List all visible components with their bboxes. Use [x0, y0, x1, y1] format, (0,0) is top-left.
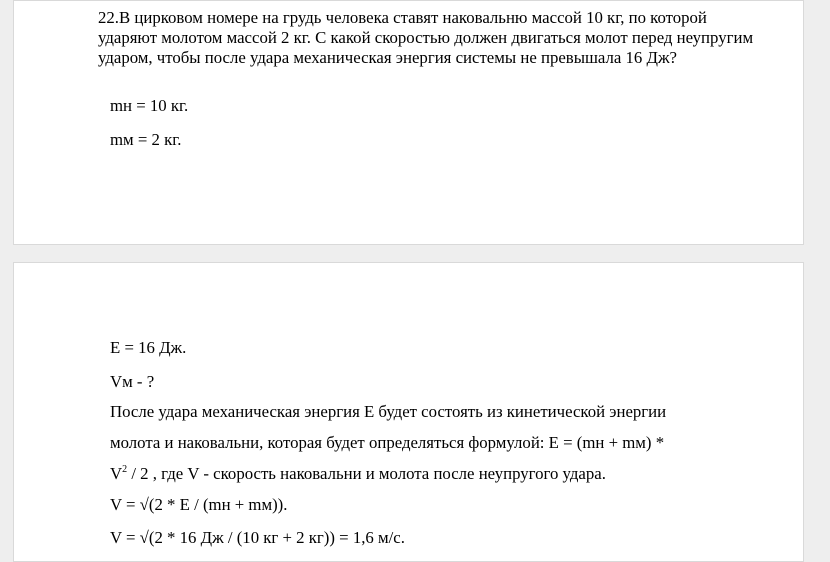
problem-statement: 22.В цирковом номере на грудь человека ставят наковальню массой 10 кг, по которой ударяют молотом массой 2 кг. С какой скоростью должен двигаться молот перед неупругим ударом, чтобы после удара механическая энергия системы не превышала 16 Дж? — [98, 8, 754, 67]
formula-velocity: V = √(2 * E / (mн + mм)). — [110, 495, 288, 514]
velocity-symbol: V — [110, 464, 123, 483]
solution-line-3 — [110, 464, 606, 484]
given-energy: E = 16 Дж. — [110, 338, 187, 357]
solution-line-3-rest: / 2 , где V - скорость наковальни и молота после неупругого удара. — [127, 464, 606, 483]
exponent: 2 — [122, 464, 128, 475]
given-hammer-anvil-mass: mн = 10 кг. — [110, 96, 189, 115]
formula-result: V = √(2 * 16 Дж / (10 кг + 2 кг)) = 1,6 м/с. — [110, 528, 405, 547]
unknown-velocity: Vм - ? — [110, 372, 155, 391]
solution-line-2: молота и наковальни, которая будет определяться формулой: E = (mн + mм) * — [110, 433, 665, 452]
solution-line-1: После удара механическая энергия E будет состоять из кинетической энергии — [110, 402, 667, 421]
given-hammer-mass: mм = 2 кг. — [110, 130, 182, 149]
